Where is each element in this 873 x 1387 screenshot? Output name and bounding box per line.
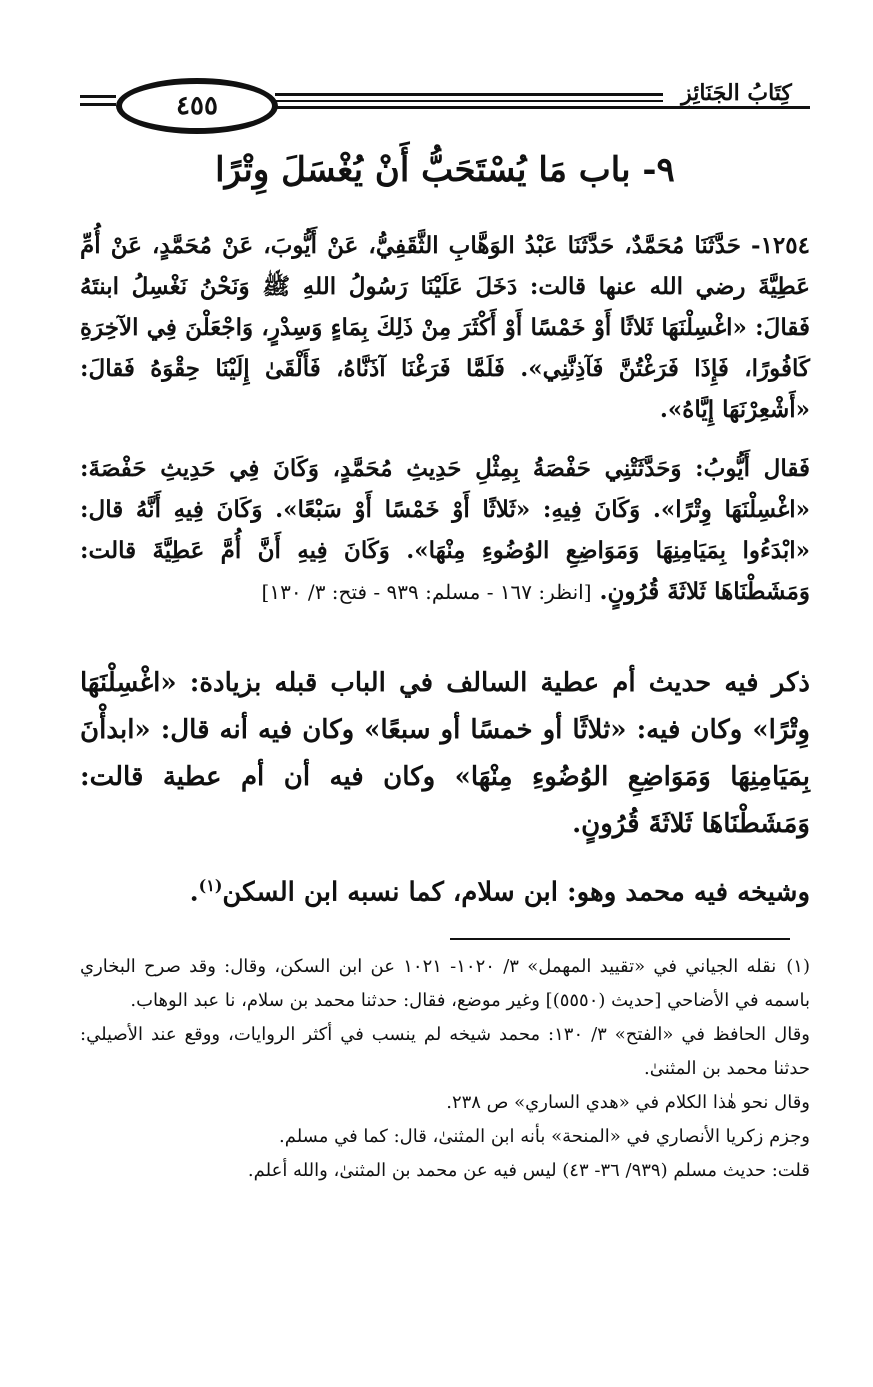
commentary-text — [80, 660, 810, 931]
footnotes — [80, 950, 810, 1188]
footnote-line — [80, 950, 810, 1018]
source-reference: [انظر: ١٦٧ - مسلم: ٩٣٩ - فتح: ٣/ ١٣٠] — [261, 580, 592, 604]
hadith-paragraph-text: فَقال أَيُّوبُ: وَحَدَّثَتْنِي حَفْصَةُ بِمِثْلِ حَدِيثِ مُحَمَّدٍ، وَكَانَ فِي حَدِيثِ حَفْصَةَ: «اغْسِلْنَهَا وِتْرًا». وَكَانَ فِيهِ: «ثَلاثًا أَوْ خَمْسًا أَوْ سَبْعًا». وَكَانَ فِيهِ أَنَّهُ قال: «ابْدَءُوا بِمَيَامِنِهَا وَمَوَاضِعِ الوُضُوءِ مِنْهَا». وَكَانَ فِيهِ أَنَّ أُمَّ عَطِيَّةَ قالت: وَمَشَطْنَاهَا ثَلاثَةَ قُرُونٍ. — [80, 455, 810, 605]
footnote-text: نقله الجياني في «تقييد المهمل» ٣/ ١٠٢٠- ١٠٢١ عن ابن السكن، وقال: وقد صرح البخاري باسمه في الأضاحي [حديث (٥٥٥٠)] وغير موضع، فقال: حدثنا محمد بن سلام، نا عبد الوهاب. — [80, 956, 810, 1011]
running-title: كِتَابُ الجَنَائِزِ — [663, 80, 810, 106]
footnote-line: وقال الحافظ في «الفتح» ٣/ ١٣٠: محمد شيخه لم ينسب في أكثر الروايات، ووقع عند الأصيلي: حدثنا محمد بن المثنىٰ. — [80, 1024, 810, 1079]
footnote-line: وجزم زكريا الأنصاري في «المنحة» بأنه ابن المثنىٰ، قال: كما في مسلم. — [279, 1126, 810, 1147]
hadith-paragraph: ١٢٥٤- حَدَّثَنَا مُحَمَّدٌ، حَدَّثَنَا عَبْدُ الوَهَّابِ الثَّقَفِيُّ، عَنْ أَيُّوبَ، عَنْ مُحَمَّدٍ، عَنْ أُمِّ عَطِيَّةَ رضي الله عنها قالت: دَخَلَ عَلَيْنَا رَسُولُ اللهِ ﷺ وَنَحْنُ نَغْسِلُ ابنتَهُ فَقالَ: «اغْسِلْنَهَا ثَلاثًا أَوْ خَمْسًا أَوْ أَكْثَرَ مِنْ ذَلِكَ بِمَاءٍ وَسِدْرٍ، وَاجْعَلْنَ فِي الآخِرَةِ كَافُورًا، فَإِذَا فَرَغْتُنَّ فَآذِنَّنِي». فَلَمَّا فَرَغْنَا آذَنَّاهُ، فَأَلْقَىٰ إِلَيْنَا حِقْوَهُ فَقالَ: «أَشْعِرْنَهَا إِيَّاهُ». — [80, 232, 810, 423]
header-rule-left — [80, 95, 116, 98]
footnote-line: وقال نحو هٰذا الكلام في «هدي الساري» ص ٢٣٨. — [446, 1092, 810, 1113]
page-number: ٤٥٥ — [116, 78, 278, 134]
chapter-title: ٩- باب مَا يُسْتَحَبُّ أَنْ يُغْسَلَ وِتْرًا — [215, 150, 675, 190]
footnote-marker: (١) — [198, 876, 223, 895]
footnote-number: (١) — [786, 956, 810, 977]
commentary-paragraph: ذكر فيه حديث أم عطية السالف في الباب قبله بزيادة: «اغْسِلْنَهَا وِتْرًا» وكان فيه: «ثلاثًا أو خمسًا أو سبعًا» وكان فيه أنه قال: «ابدأْنَ بِمَيَامِنِهَا وَمَوَاضِعِ الوُضُوءِ مِنْهَا» وكان فيه أن أم عطية قالت: وَمَشَطْنَاهَا ثَلاثَةَ قُرُونٍ. — [80, 668, 810, 839]
footnote-line: قلت: حديث مسلم (٩٣٩/ ٣٦- ٤٣) ليس فيه عن محمد بن المثنىٰ، والله أعلم. — [247, 1160, 810, 1181]
hadith-paragraph — [80, 448, 810, 613]
footnote-separator — [450, 938, 790, 940]
header-rule-left — [80, 103, 116, 106]
commentary-paragraph: وشيخه فيه محمد وهو: ابن سلام، كما نسبه ابن السكن$^{(١)}$. — [189, 876, 810, 908]
header-rule — [275, 106, 810, 109]
commentary-paragraph-text: وشيخه فيه محمد وهو: ابن سلام، كما نسبه ابن السكن — [222, 877, 810, 908]
hadith-text — [80, 225, 810, 631]
page-header — [80, 60, 810, 140]
